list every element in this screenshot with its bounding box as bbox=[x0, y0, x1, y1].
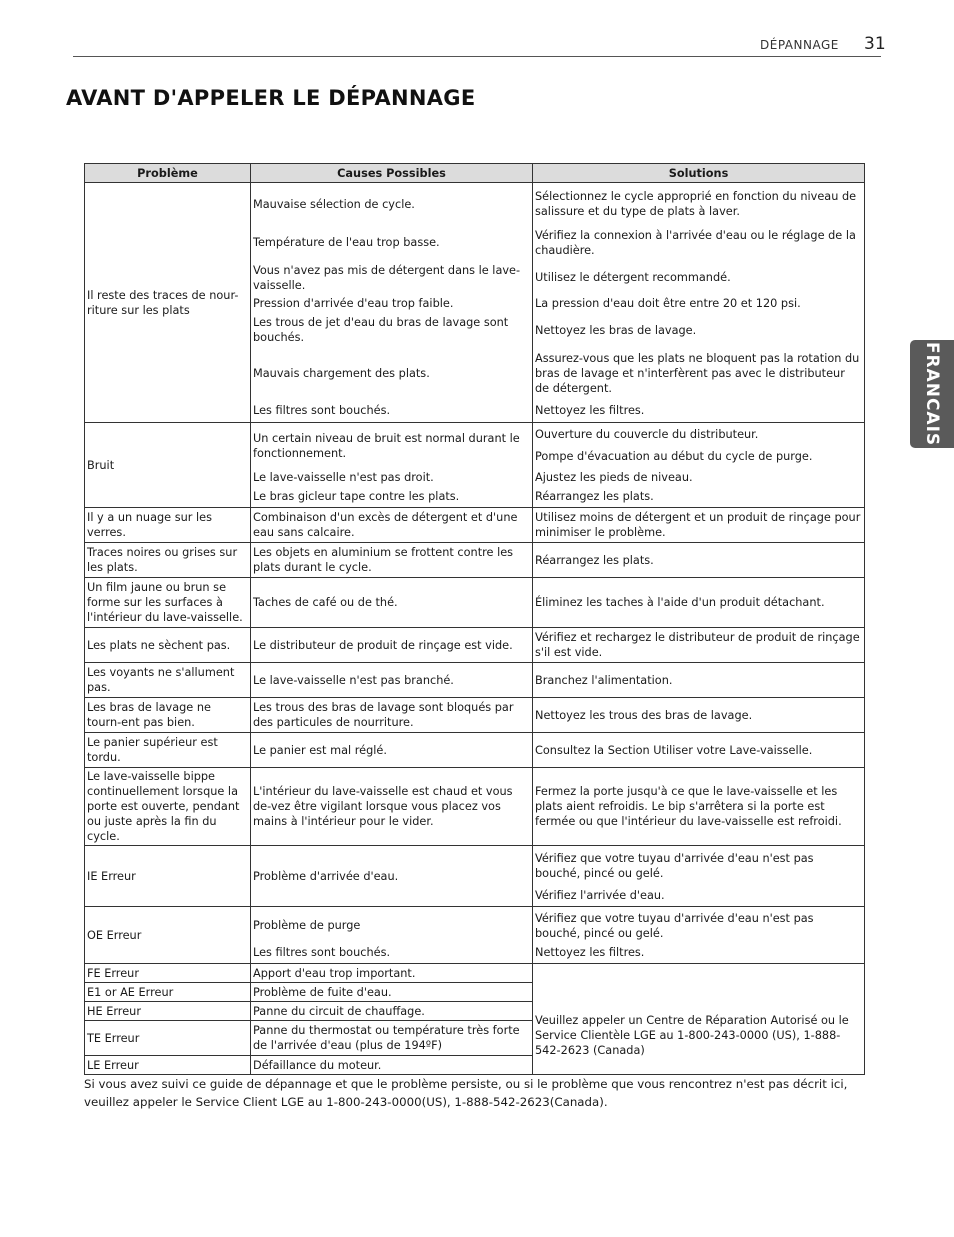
solutions-cell: Réarrangez les plats. bbox=[533, 543, 865, 578]
solutions-cell: Consultez la Section Utiliser votre Lave-vaisselle. bbox=[533, 733, 865, 768]
causes-cell: Taches de café ou de thé. bbox=[251, 578, 533, 628]
causes-cell: Le panier est mal réglé. bbox=[251, 733, 533, 768]
problem-cell: HE Erreur bbox=[85, 1002, 251, 1021]
causes-cell: Le lave-vaisselle n'est pas branché. bbox=[251, 663, 533, 698]
column-header-causes: Causes Possibles bbox=[251, 164, 533, 183]
causes-cell: Les trous des bras de lavage sont bloqués par des particules de nourriture. bbox=[251, 698, 533, 733]
solution-line: Nettoyez les filtres. bbox=[535, 404, 645, 417]
solutions-cell: Vérifiez et rechargez le distributeur de produit de rinçage s'il est vide. bbox=[533, 628, 865, 663]
causes-cell: Apport d'eau trop important. bbox=[251, 964, 533, 983]
error-solution-cell: Veuillez appeler un Centre de Réparation Autorisé ou le Service Clientèle LGE au 1-800-243-0000 (US), 1-888-542-2623 (Canada) bbox=[533, 964, 865, 1075]
table-row bbox=[85, 964, 865, 983]
page-title: AVANT D'APPELER LE DÉPANNAGE bbox=[66, 86, 476, 110]
solution-line: Pompe d'évacuation au début du cycle de purge. bbox=[535, 449, 813, 463]
table-row bbox=[85, 698, 865, 733]
problem-cell: Le lave-vaisselle bippe continuellement lorsque la porte est ouverte, pendant ou juste après la fin du cycle. bbox=[85, 768, 251, 846]
troubleshooting-table bbox=[84, 163, 865, 1075]
table-row bbox=[85, 733, 865, 768]
problem-cell: Traces noires ou grises sur les plats. bbox=[85, 543, 251, 578]
causes-cell: Combinaison d'un excès de détergent et d'une eau sans calcaire. bbox=[251, 508, 533, 543]
table-row bbox=[85, 907, 865, 964]
causes-cell: Panne du thermostat ou température très forte de l'arrivée d'eau (plus de 194ºF) bbox=[251, 1021, 533, 1056]
solution-line: Nettoyez les filtres. bbox=[535, 946, 645, 959]
solution-line: Ouverture du couvercle du distributeur. bbox=[535, 427, 759, 441]
solutions-cell bbox=[533, 907, 865, 964]
solution-line: Réarrangez les plats. bbox=[535, 490, 654, 503]
cause-line: Pression d'arrivée d'eau trop faible. bbox=[253, 297, 454, 310]
causes-cell: Problème d'arrivée d'eau. bbox=[251, 846, 533, 907]
cause-line: Vous n'avez pas mis de détergent dans le lave-vaisselle. bbox=[253, 263, 521, 292]
solution-line: Utilisez le détergent recommandé. bbox=[535, 271, 731, 284]
footnote: Si vous avez suivi ce guide de dépannage et que le problème persiste, ou si le problème que vous rencontrez n'est pas décrit ici, veuillez appeler le Service Client LGE au 1-800-243-0000(US), 1-888-542-2623(Canada). bbox=[84, 1077, 848, 1109]
solutions-cell: Branchez l'alimentation. bbox=[533, 663, 865, 698]
solutions-cell bbox=[533, 423, 865, 508]
table-row bbox=[85, 578, 865, 628]
problem-cell: Les voyants ne s'allument pas. bbox=[85, 663, 251, 698]
table-row bbox=[85, 423, 865, 508]
solution-line: Ajustez les pieds de niveau. bbox=[535, 471, 693, 484]
problem-cell: Les plats ne sèchent pas. bbox=[85, 628, 251, 663]
causes-cell: Panne du circuit de chauffage. bbox=[251, 1002, 533, 1021]
problem-cell: IE Erreur bbox=[85, 846, 251, 907]
solution-line: Nettoyez les bras de lavage. bbox=[535, 323, 697, 337]
table-row bbox=[85, 628, 865, 663]
table-row bbox=[85, 183, 865, 423]
table-row bbox=[85, 846, 865, 907]
cause-line: Le lave-vaisselle n'est pas droit. bbox=[253, 471, 434, 484]
solutions-cell: Éliminez les taches à l'aide d'un produit détachant. bbox=[533, 578, 865, 628]
causes-cell: Le distributeur de produit de rinçage est vide. bbox=[251, 628, 533, 663]
cause-line: Le bras gicleur tape contre les plats. bbox=[253, 490, 460, 503]
cause-line: Problème de purge bbox=[253, 919, 361, 932]
table-row bbox=[85, 663, 865, 698]
problem-cell: TE Erreur bbox=[85, 1021, 251, 1056]
cause-line: Les trous de jet d'eau du bras de lavage sont bouchés. bbox=[253, 316, 509, 344]
solution-line: Vérifiez que votre tuyau d'arrivée d'eau n'est pas bouché, pincé ou gelé. bbox=[535, 911, 814, 940]
solution-line: Assurez-vous que les plats ne bloquent pas la rotation du bras de lavage et n'interfèrent pas avec le distributeur de détergent. bbox=[535, 352, 860, 395]
solutions-cell: Fermez la porte jusqu'à ce que le lave-vaisselle et les plats aient refroidis. Le bip s'arrêtera si la porte est fermée ou que l'intérieur du lave-vaisselle est refroidi. bbox=[533, 768, 865, 846]
problem-cell: Les bras de lavage ne tourn-ent pas bien. bbox=[85, 698, 251, 733]
causes-cell: Les objets en aluminium se frottent contre les plats durant le cycle. bbox=[251, 543, 533, 578]
table-row bbox=[85, 543, 865, 578]
language-tab-label: FRANCAIS bbox=[922, 341, 942, 447]
problem-cell: E1 or AE Erreur bbox=[85, 983, 251, 1002]
header-section-label: DÉPANNAGE bbox=[760, 38, 839, 52]
solutions-cell: Utilisez moins de détergent et un produit de rinçage pour minimiser le problème. bbox=[533, 508, 865, 543]
cause-line: Mauvaise sélection de cycle. bbox=[253, 197, 415, 211]
problem-cell: Il reste des traces de nour-riture sur les plats bbox=[85, 183, 251, 423]
solution-line: Vérifiez l'arrivée d'eau. bbox=[535, 888, 665, 902]
table-row bbox=[85, 768, 865, 846]
header-rule bbox=[73, 56, 881, 57]
table-row bbox=[85, 508, 865, 543]
causes-cell: Problème de fuite d'eau. bbox=[251, 983, 533, 1002]
cause-line: Les filtres sont bouchés. bbox=[253, 404, 391, 417]
table-header-row bbox=[85, 164, 865, 183]
solution-line: Vérifiez que votre tuyau d'arrivée d'eau n'est pas bouché, pincé ou gelé. bbox=[535, 852, 814, 880]
causes-cell bbox=[251, 423, 533, 508]
solutions-cell bbox=[533, 183, 865, 423]
cause-line: Un certain niveau de bruit est normal durant le fonctionnement. bbox=[253, 432, 520, 460]
causes-cell bbox=[251, 183, 533, 423]
solutions-cell bbox=[533, 846, 865, 907]
causes-cell bbox=[251, 907, 533, 964]
cause-line: Les filtres sont bouchés. bbox=[253, 946, 391, 959]
column-header-solutions: Solutions bbox=[533, 164, 865, 183]
cause-line: Température de l'eau trop basse. bbox=[253, 236, 440, 249]
problem-cell: OE Erreur bbox=[85, 907, 251, 964]
solution-line: Vérifiez la connexion à l'arrivée d'eau ou le réglage de la chaudière. bbox=[535, 228, 856, 257]
problem-cell: Un film jaune ou brun se forme sur les surfaces à l'intérieur du lave-vaisselle. bbox=[85, 578, 251, 628]
column-header-problem: Problème bbox=[85, 164, 251, 183]
problem-cell: LE Erreur bbox=[85, 1056, 251, 1075]
causes-cell: Défaillance du moteur. bbox=[251, 1056, 533, 1075]
solutions-cell: Nettoyez les trous des bras de lavage. bbox=[533, 698, 865, 733]
solution-line: Sélectionnez le cycle approprié en fonction du niveau de salissure et du type de plats à laver. bbox=[535, 190, 857, 218]
cause-line: Mauvais chargement des plats. bbox=[253, 367, 430, 380]
problem-cell: Bruit bbox=[85, 423, 251, 508]
causes-cell: L'intérieur du lave-vaisselle est chaud et vous de-vez être vigilant lorsque vous placez vos mains à l'intérieur pour le vider. bbox=[251, 768, 533, 846]
page-number: 31 bbox=[864, 34, 886, 54]
language-tab bbox=[910, 340, 954, 448]
problem-cell: Le panier supérieur est tordu. bbox=[85, 733, 251, 768]
problem-cell: Il y a un nuage sur les verres. bbox=[85, 508, 251, 543]
problem-cell: FE Erreur bbox=[85, 964, 251, 983]
solution-line: La pression d'eau doit être entre 20 et 120 psi. bbox=[535, 297, 801, 310]
